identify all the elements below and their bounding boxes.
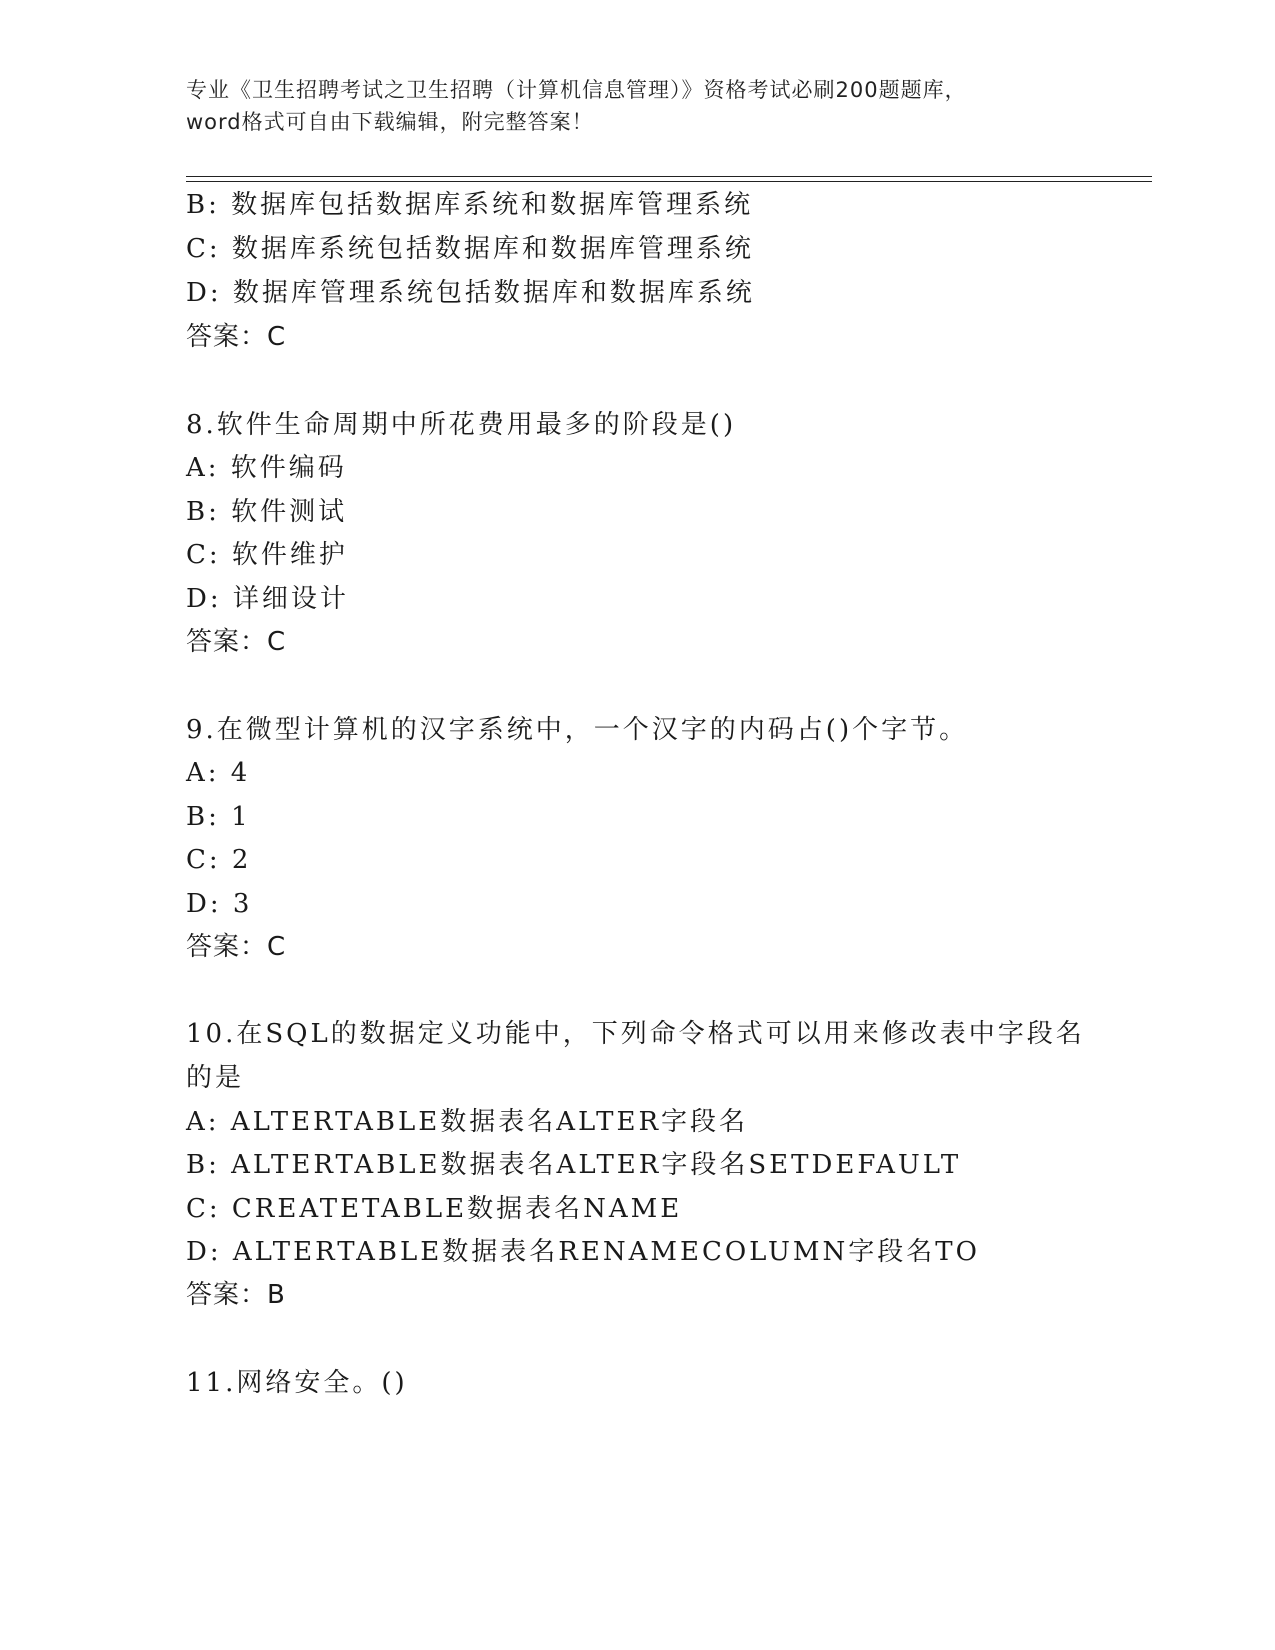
q9-option-a: A: 4 (186, 758, 251, 788)
document-header (186, 74, 1086, 138)
q9-stem: 9.在微型计算机的汉字系统中，一个汉字的内码占()个字节。 (186, 715, 969, 745)
q9-option-c: C: 2 (186, 845, 252, 875)
q8-answer: 答案：C (186, 627, 287, 657)
q9-option-d: D: 3 (186, 889, 253, 919)
q10-option-b: B: ALTERTABLE数据表名ALTER字段名SETDEFAULT (186, 1150, 962, 1180)
q10-option-a: A: ALTERTABLE数据表名ALTER字段名 (186, 1107, 749, 1137)
q10-option-d: D: ALTERTABLE数据表名RENAMECOLUMN字段名TO (186, 1237, 980, 1267)
header-line-2: word格式可自由下载编辑，附完整答案！ (186, 110, 594, 134)
q10-option-c: C: CREATETABLE数据表名NAME (186, 1194, 683, 1224)
q10-stem-line-1: 10.在SQL的数据定义功能中，下列命令格式可以用来修改表中字段名 (186, 1019, 1085, 1049)
q8-option-b: B: 软件测试 (186, 497, 348, 527)
q10-answer: 答案：B (186, 1280, 286, 1310)
q7-option-b: B: 数据库包括数据库系统和数据库管理系统 (186, 190, 754, 220)
q8-option-d: D: 详细设计 (186, 584, 349, 614)
header-divider-bottom (186, 181, 1152, 182)
q8-stem: 8.软件生命周期中所花费用最多的阶段是() (186, 410, 737, 440)
q7-answer: 答案：C (186, 322, 287, 352)
q10-stem-line-2: 的是 (186, 1063, 245, 1093)
q11-stem: 11.网络安全。() (186, 1368, 408, 1398)
q7-option-c: C: 数据库系统包括数据库和数据库管理系统 (186, 234, 754, 264)
q9-answer: 答案：C (186, 932, 287, 962)
header-divider-top (186, 176, 1152, 177)
q9-option-b: B: 1 (186, 802, 251, 832)
q7-option-d: D: 数据库管理系统包括数据库和数据库系统 (186, 278, 755, 308)
header-line-1: 专业《卫生招聘考试之卫生招聘（计算机信息管理）》资格考试必刷200题题库， (186, 78, 967, 102)
q8-option-a: A: 软件编码 (186, 453, 347, 483)
q8-option-c: C: 软件维护 (186, 540, 348, 570)
